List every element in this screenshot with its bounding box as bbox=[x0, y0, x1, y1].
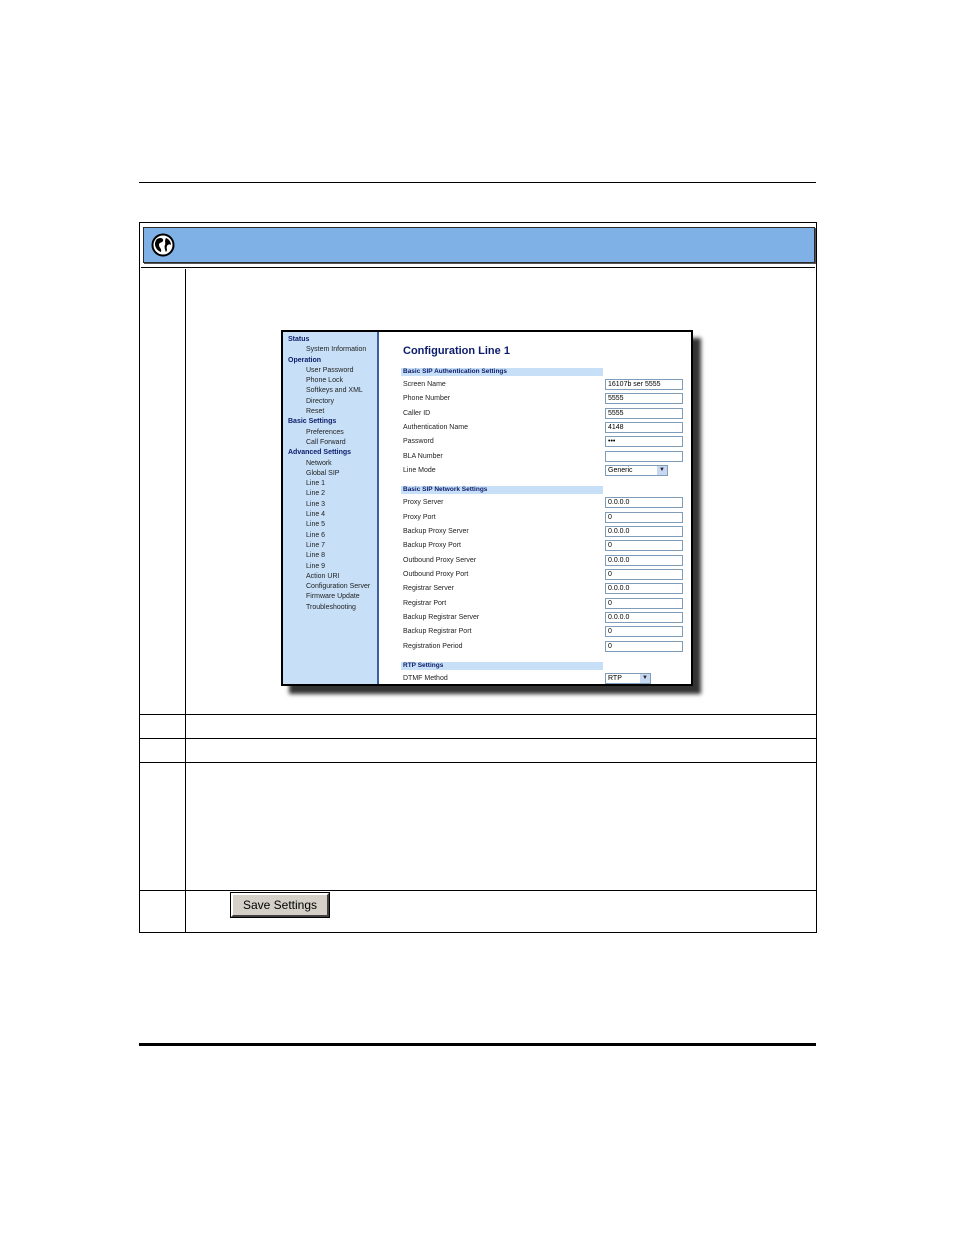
sidebar-item-line-4[interactable]: Line 4 bbox=[306, 511, 326, 519]
sidebar-section-status[interactable]: Status bbox=[288, 336, 310, 343]
sidebar-section-advanced-settings[interactable]: Advanced Settings bbox=[288, 449, 352, 457]
registrar-server-field[interactable]: 0.0.0.0 bbox=[605, 583, 683, 594]
sidebar-item-configuration-server[interactable]: Configuration Server bbox=[306, 583, 371, 591]
dtmf-method-label: DTMF Method bbox=[403, 675, 448, 682]
backup-proxy-server-label: Backup Proxy Server bbox=[403, 528, 469, 535]
screen-name-label: Screen Name bbox=[403, 381, 446, 388]
line-mode-select[interactable] bbox=[605, 465, 668, 476]
sidebar-item-line-1[interactable]: Line 1 bbox=[306, 480, 326, 488]
line-mode-label: Line Mode bbox=[403, 467, 436, 474]
auth-name-field[interactable]: 4148 bbox=[605, 422, 683, 433]
sidebar-item-line-3[interactable]: Line 3 bbox=[306, 500, 326, 508]
sidebar-item-global-sip[interactable]: Global SIP bbox=[306, 469, 340, 477]
sidebar-section-operation[interactable]: Operation bbox=[288, 356, 322, 364]
sidebar-item-action-uri[interactable]: Action URI bbox=[306, 572, 340, 580]
registrar-port-label: Registrar Port bbox=[403, 600, 447, 607]
sidebar-item-line-9[interactable]: Line 9 bbox=[306, 562, 326, 570]
sidebar-nav bbox=[283, 332, 379, 684]
sidebar-item-line-2[interactable]: Line 2 bbox=[306, 490, 326, 498]
backup-registrar-server-label: Backup Registrar Server bbox=[403, 614, 480, 621]
backup-proxy-port-label: Backup Proxy Port bbox=[403, 542, 461, 549]
top-rule bbox=[139, 182, 816, 183]
save-settings-button[interactable]: Save Settings bbox=[231, 893, 329, 917]
chevron-down-icon[interactable]: ▼ bbox=[640, 674, 650, 683]
sidebar-item-call-forward[interactable]: Call Forward bbox=[306, 438, 346, 446]
step-row bbox=[140, 739, 816, 763]
phone-number-field[interactable]: 5555 bbox=[605, 393, 683, 404]
chevron-down-icon[interactable]: ▼ bbox=[657, 466, 667, 475]
sidebar-item-preferences[interactable]: Preferences bbox=[306, 428, 344, 436]
page-title: Configuration Line 1 bbox=[403, 345, 510, 357]
password-label: Password bbox=[403, 438, 434, 445]
section-header-network: Basic SIP Network Settings bbox=[401, 486, 603, 494]
sidebar-item-line-8[interactable]: Line 8 bbox=[306, 552, 326, 560]
proxy-server-field[interactable]: 0.0.0.0 bbox=[605, 497, 683, 508]
proxy-port-label: Proxy Port bbox=[403, 514, 436, 521]
bottom-rule bbox=[139, 1043, 816, 1046]
backup-registrar-server-field[interactable]: 0.0.0.0 bbox=[605, 612, 683, 623]
registrar-server-label: Registrar Server bbox=[403, 585, 454, 592]
backup-registrar-port-label: Backup Registrar Port bbox=[403, 628, 472, 635]
proxy-port-field[interactable]: 0 bbox=[605, 512, 683, 523]
header-banner bbox=[143, 227, 815, 263]
password-field[interactable]: ••• bbox=[605, 436, 683, 447]
outbound-proxy-port-field[interactable]: 0 bbox=[605, 569, 683, 580]
auth-name-label: Authentication Name bbox=[403, 424, 468, 431]
sidebar-section-basic-settings[interactable]: Basic Settings bbox=[288, 418, 337, 426]
backup-registrar-port-field[interactable]: 0 bbox=[605, 626, 683, 637]
outbound-proxy-port-label: Outbound Proxy Port bbox=[403, 571, 469, 578]
bla-number-field[interactable] bbox=[605, 451, 683, 462]
sidebar-item-line-5[interactable]: Line 5 bbox=[306, 521, 326, 529]
caller-id-label: Caller ID bbox=[403, 410, 431, 417]
table-header bbox=[141, 224, 815, 268]
sidebar-item-user-password[interactable]: User Password bbox=[306, 366, 354, 374]
outbound-proxy-server-field[interactable]: 0.0.0.0 bbox=[605, 555, 683, 566]
registration-period-label: Registration Period bbox=[403, 643, 463, 650]
step-row bbox=[140, 715, 816, 739]
sidebar-item-reset[interactable]: Reset bbox=[306, 408, 325, 416]
sidebar-item-system-information[interactable]: System Information bbox=[306, 346, 367, 354]
globe-icon bbox=[151, 233, 175, 257]
registration-period-field[interactable]: 0 bbox=[605, 641, 683, 652]
line-mode-value: Generic bbox=[608, 467, 633, 474]
outbound-proxy-server-label: Outbound Proxy Server bbox=[403, 557, 477, 564]
sidebar-item-line-7[interactable]: Line 7 bbox=[306, 541, 326, 549]
step-row bbox=[140, 763, 816, 891]
dtmf-method-select[interactable] bbox=[605, 673, 651, 684]
sidebar-item-firmware-update[interactable]: Firmware Update bbox=[306, 593, 360, 601]
registrar-port-field[interactable]: 0 bbox=[605, 598, 683, 609]
backup-proxy-server-field[interactable]: 0.0.0.0 bbox=[605, 526, 683, 537]
sidebar-item-directory[interactable]: Directory bbox=[306, 397, 335, 405]
web-ui-screenshot bbox=[281, 330, 693, 686]
section-header-auth: Basic SIP Authentication Settings bbox=[401, 368, 603, 376]
backup-proxy-port-field[interactable]: 0 bbox=[605, 540, 683, 551]
phone-number-label: Phone Number bbox=[403, 395, 451, 402]
caller-id-field[interactable]: 5555 bbox=[605, 408, 683, 419]
sidebar-item-network[interactable]: Network bbox=[306, 459, 332, 467]
screen-name-field[interactable]: 16107b ser 5555 bbox=[605, 379, 683, 390]
config-panel bbox=[379, 332, 691, 684]
section-header-rtp: RTP Settings bbox=[401, 662, 603, 670]
sidebar-item-troubleshooting[interactable]: Troubleshooting bbox=[306, 603, 356, 611]
sidebar-item-phone-lock[interactable]: Phone Lock bbox=[306, 377, 343, 385]
dtmf-method-value: RTP bbox=[608, 675, 622, 682]
sidebar-item-softkeys-xml[interactable]: Softkeys and XML bbox=[306, 387, 363, 395]
proxy-server-label: Proxy Server bbox=[403, 499, 444, 506]
sidebar-item-line-6[interactable]: Line 6 bbox=[306, 531, 326, 539]
bla-number-label: BLA Number bbox=[403, 453, 443, 460]
